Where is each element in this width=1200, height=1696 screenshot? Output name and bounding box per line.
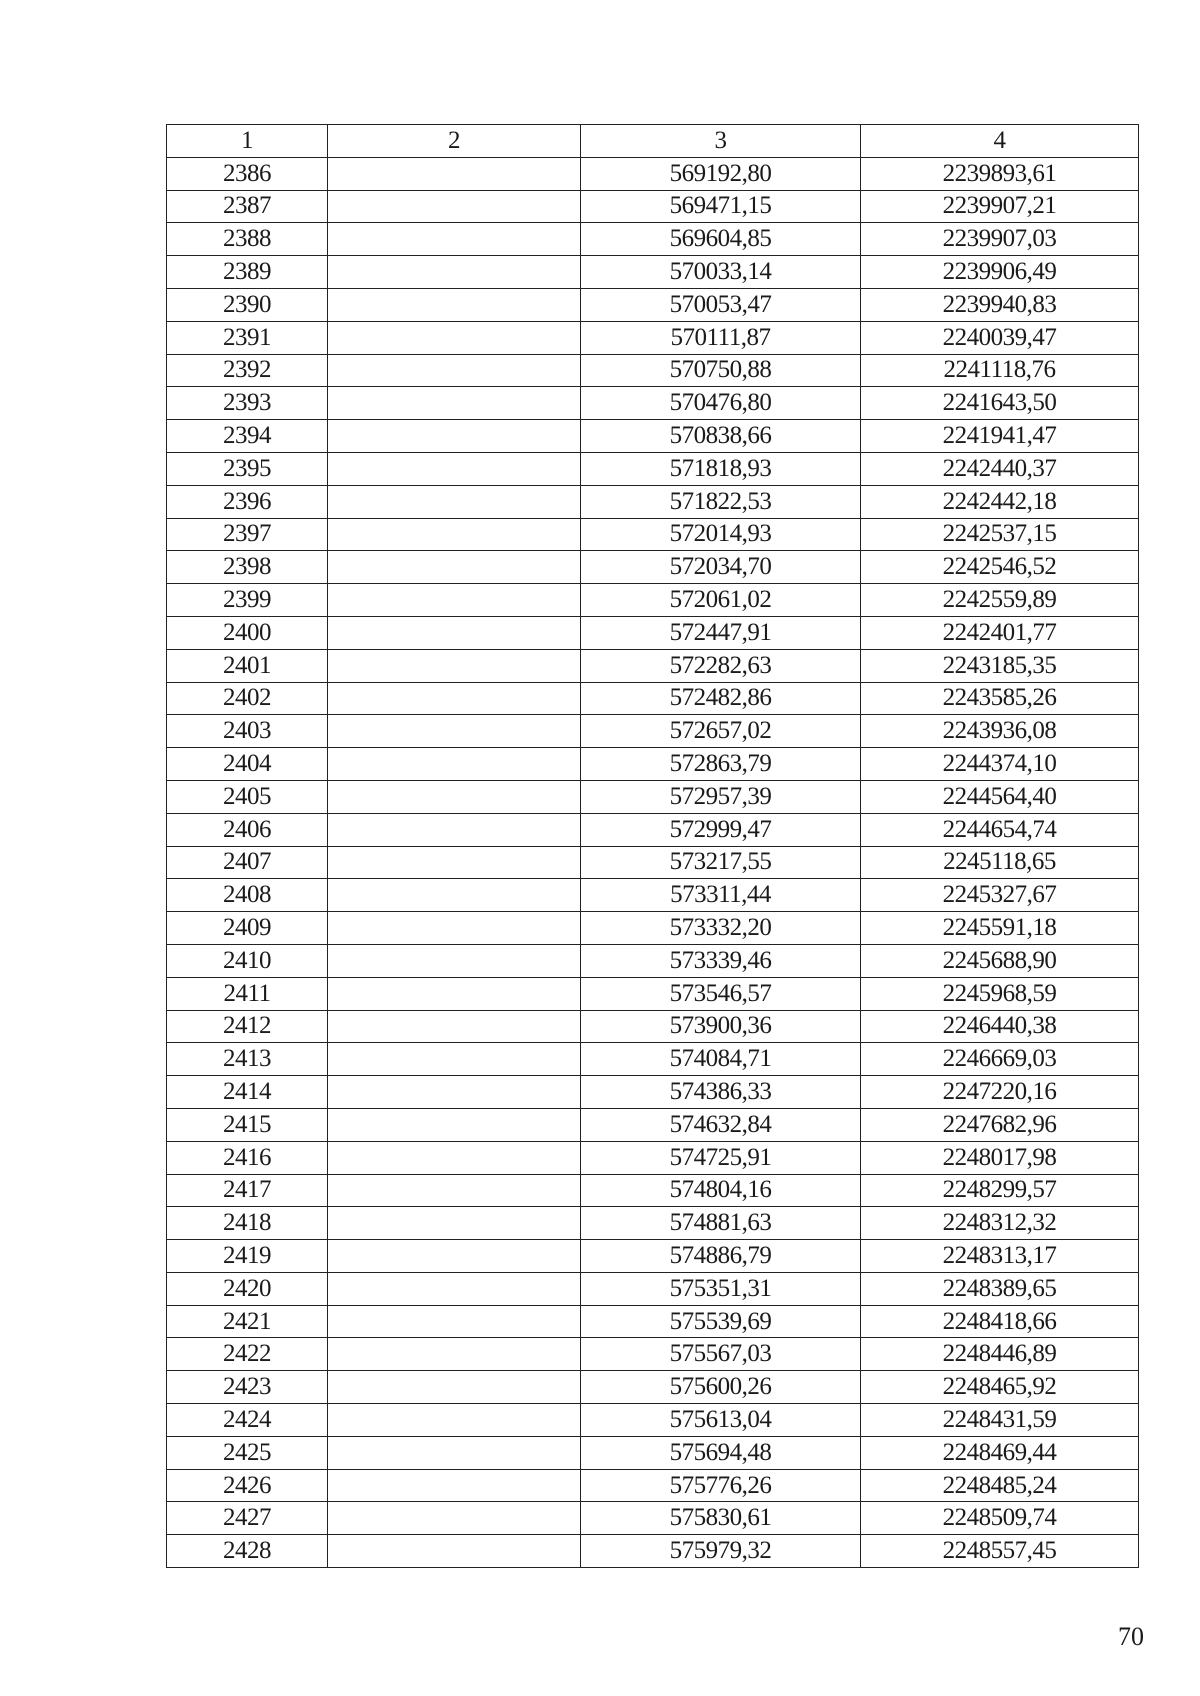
y-coordinate-cell: 2239906,49 (861, 256, 1139, 289)
point-number-cell: 2417 (167, 1174, 328, 1207)
page-number: 70 (1118, 1622, 1144, 1651)
point-number-cell: 2426 (167, 1469, 328, 1502)
x-coordinate-cell: 574632,84 (581, 1108, 861, 1141)
description-cell (328, 879, 581, 912)
y-coordinate-cell: 2248017,98 (861, 1141, 1139, 1174)
y-coordinate-cell: 2242546,52 (861, 551, 1139, 584)
table-row (167, 190, 1139, 223)
x-coordinate-cell: 570838,66 (581, 420, 861, 453)
description-cell (328, 190, 581, 223)
table-row (167, 682, 1139, 715)
table-body (167, 157, 1139, 1567)
x-coordinate-cell: 570750,88 (581, 354, 861, 387)
x-coordinate-cell: 575567,03 (581, 1338, 861, 1371)
table-row (167, 288, 1139, 321)
point-number-cell: 2406 (167, 813, 328, 846)
y-coordinate-cell: 2245688,90 (861, 944, 1139, 977)
y-coordinate-cell: 2248389,65 (861, 1272, 1139, 1305)
table-row (167, 157, 1139, 190)
x-coordinate-cell: 574725,91 (581, 1141, 861, 1174)
point-number-cell: 2418 (167, 1207, 328, 1240)
table-row (167, 1436, 1139, 1469)
description-cell (328, 387, 581, 420)
table-row (167, 1404, 1139, 1437)
description-cell (328, 748, 581, 781)
table-row (167, 813, 1139, 846)
table-header (167, 125, 1139, 158)
point-number-cell: 2413 (167, 1043, 328, 1076)
table-row (167, 748, 1139, 781)
table-row (167, 321, 1139, 354)
x-coordinate-cell: 573332,20 (581, 912, 861, 945)
x-coordinate-cell: 575776,26 (581, 1469, 861, 1502)
description-cell (328, 1043, 581, 1076)
point-number-cell: 2387 (167, 190, 328, 223)
point-number-cell: 2416 (167, 1141, 328, 1174)
x-coordinate-cell: 575694,48 (581, 1436, 861, 1469)
description-cell (328, 944, 581, 977)
x-coordinate-cell: 573546,57 (581, 977, 861, 1010)
description-cell (328, 1207, 581, 1240)
description-cell (328, 1076, 581, 1109)
point-number-cell: 2399 (167, 584, 328, 617)
point-number-cell: 2388 (167, 223, 328, 256)
point-number-cell: 2402 (167, 682, 328, 715)
point-number-cell: 2411 (167, 977, 328, 1010)
description-cell (328, 1108, 581, 1141)
point-number-cell: 2404 (167, 748, 328, 781)
description-cell (328, 485, 581, 518)
point-number-cell: 2409 (167, 912, 328, 945)
point-number-cell: 2427 (167, 1502, 328, 1535)
y-coordinate-cell: 2243585,26 (861, 682, 1139, 715)
y-coordinate-cell: 2248431,59 (861, 1404, 1139, 1437)
description-cell (328, 1240, 581, 1273)
table-row (167, 1338, 1139, 1371)
description-cell (328, 1535, 581, 1568)
y-coordinate-cell: 2243185,35 (861, 649, 1139, 682)
point-number-cell: 2421 (167, 1305, 328, 1338)
column-header-2: 2 (328, 125, 581, 158)
x-coordinate-cell: 574804,16 (581, 1174, 861, 1207)
x-coordinate-cell: 572657,02 (581, 715, 861, 748)
description-cell (328, 780, 581, 813)
y-coordinate-cell: 2244654,74 (861, 813, 1139, 846)
description-cell (328, 1272, 581, 1305)
y-coordinate-cell: 2248465,92 (861, 1371, 1139, 1404)
table-row (167, 452, 1139, 485)
x-coordinate-cell: 570111,87 (581, 321, 861, 354)
coordinates-table (166, 124, 1139, 1568)
y-coordinate-cell: 2245327,67 (861, 879, 1139, 912)
point-number-cell: 2396 (167, 485, 328, 518)
table-row (167, 944, 1139, 977)
x-coordinate-cell: 572061,02 (581, 584, 861, 617)
point-number-cell: 2391 (167, 321, 328, 354)
description-cell (328, 288, 581, 321)
y-coordinate-cell: 2243936,08 (861, 715, 1139, 748)
point-number-cell: 2390 (167, 288, 328, 321)
y-coordinate-cell: 2248299,57 (861, 1174, 1139, 1207)
x-coordinate-cell: 575830,61 (581, 1502, 861, 1535)
point-number-cell: 2408 (167, 879, 328, 912)
y-coordinate-cell: 2245968,59 (861, 977, 1139, 1010)
table-row (167, 1108, 1139, 1141)
x-coordinate-cell: 572999,47 (581, 813, 861, 846)
y-coordinate-cell: 2247682,96 (861, 1108, 1139, 1141)
point-number-cell: 2422 (167, 1338, 328, 1371)
y-coordinate-cell: 2248469,44 (861, 1436, 1139, 1469)
x-coordinate-cell: 574084,71 (581, 1043, 861, 1076)
point-number-cell: 2389 (167, 256, 328, 289)
x-coordinate-cell: 575600,26 (581, 1371, 861, 1404)
x-coordinate-cell: 574881,63 (581, 1207, 861, 1240)
y-coordinate-cell: 2248485,24 (861, 1469, 1139, 1502)
description-cell (328, 1371, 581, 1404)
x-coordinate-cell: 575613,04 (581, 1404, 861, 1437)
description-cell (328, 1436, 581, 1469)
y-coordinate-cell: 2248313,17 (861, 1240, 1139, 1273)
x-coordinate-cell: 572863,79 (581, 748, 861, 781)
table-row (167, 1502, 1139, 1535)
point-number-cell: 2386 (167, 157, 328, 190)
description-cell (328, 354, 581, 387)
y-coordinate-cell: 2239940,83 (861, 288, 1139, 321)
y-coordinate-cell: 2248509,74 (861, 1502, 1139, 1535)
x-coordinate-cell: 570053,47 (581, 288, 861, 321)
description-cell (328, 846, 581, 879)
point-number-cell: 2419 (167, 1240, 328, 1273)
x-coordinate-cell: 572282,63 (581, 649, 861, 682)
x-coordinate-cell: 575539,69 (581, 1305, 861, 1338)
point-number-cell: 2398 (167, 551, 328, 584)
table-row (167, 354, 1139, 387)
x-coordinate-cell: 573339,46 (581, 944, 861, 977)
x-coordinate-cell: 573311,44 (581, 879, 861, 912)
y-coordinate-cell: 2245118,65 (861, 846, 1139, 879)
y-coordinate-cell: 2239893,61 (861, 157, 1139, 190)
table-row (167, 1535, 1139, 1568)
y-coordinate-cell: 2245591,18 (861, 912, 1139, 945)
x-coordinate-cell: 572482,86 (581, 682, 861, 715)
table-row (167, 584, 1139, 617)
table-row (167, 256, 1139, 289)
description-cell (328, 977, 581, 1010)
point-number-cell: 2400 (167, 616, 328, 649)
x-coordinate-cell: 569471,15 (581, 190, 861, 223)
table-row (167, 1010, 1139, 1043)
description-cell (328, 715, 581, 748)
description-cell (328, 616, 581, 649)
table-row (167, 977, 1139, 1010)
table-row (167, 649, 1139, 682)
point-number-cell: 2405 (167, 780, 328, 813)
description-cell (328, 1469, 581, 1502)
description-cell (328, 1502, 581, 1535)
y-coordinate-cell: 2248312,32 (861, 1207, 1139, 1240)
y-coordinate-cell: 2246440,38 (861, 1010, 1139, 1043)
description-cell (328, 912, 581, 945)
y-coordinate-cell: 2248446,89 (861, 1338, 1139, 1371)
y-coordinate-cell: 2242401,77 (861, 616, 1139, 649)
y-coordinate-cell: 2248557,45 (861, 1535, 1139, 1568)
point-number-cell: 2403 (167, 715, 328, 748)
y-coordinate-cell: 2242440,37 (861, 452, 1139, 485)
y-coordinate-cell: 2239907,21 (861, 190, 1139, 223)
table-row (167, 1043, 1139, 1076)
table-row (167, 1207, 1139, 1240)
table-row (167, 518, 1139, 551)
y-coordinate-cell: 2241643,50 (861, 387, 1139, 420)
column-header-3: 3 (581, 125, 861, 158)
y-coordinate-cell: 2246669,03 (861, 1043, 1139, 1076)
table-row (167, 780, 1139, 813)
x-coordinate-cell: 574886,79 (581, 1240, 861, 1273)
y-coordinate-cell: 2241941,47 (861, 420, 1139, 453)
point-number-cell: 2423 (167, 1371, 328, 1404)
x-coordinate-cell: 573900,36 (581, 1010, 861, 1043)
description-cell (328, 813, 581, 846)
point-number-cell: 2407 (167, 846, 328, 879)
point-number-cell: 2401 (167, 649, 328, 682)
y-coordinate-cell: 2242442,18 (861, 485, 1139, 518)
point-number-cell: 2410 (167, 944, 328, 977)
point-number-cell: 2394 (167, 420, 328, 453)
table-row (167, 1141, 1139, 1174)
y-coordinate-cell: 2239907,03 (861, 223, 1139, 256)
point-number-cell: 2397 (167, 518, 328, 551)
description-cell (328, 321, 581, 354)
x-coordinate-cell: 573217,55 (581, 846, 861, 879)
table-row (167, 879, 1139, 912)
table-row (167, 912, 1139, 945)
point-number-cell: 2393 (167, 387, 328, 420)
x-coordinate-cell: 569604,85 (581, 223, 861, 256)
column-header-1: 1 (167, 125, 328, 158)
y-coordinate-cell: 2244564,40 (861, 780, 1139, 813)
point-number-cell: 2414 (167, 1076, 328, 1109)
point-number-cell: 2392 (167, 354, 328, 387)
description-cell (328, 420, 581, 453)
description-cell (328, 452, 581, 485)
y-coordinate-cell: 2242537,15 (861, 518, 1139, 551)
description-cell (328, 256, 581, 289)
x-coordinate-cell: 572447,91 (581, 616, 861, 649)
column-header-4: 4 (861, 125, 1139, 158)
table-row (167, 1371, 1139, 1404)
x-coordinate-cell: 574386,33 (581, 1076, 861, 1109)
x-coordinate-cell: 572014,93 (581, 518, 861, 551)
point-number-cell: 2415 (167, 1108, 328, 1141)
description-cell (328, 1141, 581, 1174)
point-number-cell: 2424 (167, 1404, 328, 1437)
description-cell (328, 551, 581, 584)
y-coordinate-cell: 2242559,89 (861, 584, 1139, 617)
table-row (167, 715, 1139, 748)
x-coordinate-cell: 572957,39 (581, 780, 861, 813)
point-number-cell: 2428 (167, 1535, 328, 1568)
description-cell (328, 157, 581, 190)
description-cell (328, 223, 581, 256)
x-coordinate-cell: 571818,93 (581, 452, 861, 485)
table-row (167, 223, 1139, 256)
description-cell (328, 1404, 581, 1437)
x-coordinate-cell: 570476,80 (581, 387, 861, 420)
point-number-cell: 2425 (167, 1436, 328, 1469)
y-coordinate-cell: 2244374,10 (861, 748, 1139, 781)
header-row (167, 125, 1139, 158)
table-row (167, 846, 1139, 879)
y-coordinate-cell: 2247220,16 (861, 1076, 1139, 1109)
description-cell (328, 1174, 581, 1207)
y-coordinate-cell: 2248418,66 (861, 1305, 1139, 1338)
description-cell (328, 1338, 581, 1371)
table-row (167, 485, 1139, 518)
table-row (167, 1174, 1139, 1207)
table-row (167, 1240, 1139, 1273)
description-cell (328, 1305, 581, 1338)
point-number-cell: 2412 (167, 1010, 328, 1043)
table-row (167, 387, 1139, 420)
x-coordinate-cell: 572034,70 (581, 551, 861, 584)
table-row (167, 616, 1139, 649)
x-coordinate-cell: 569192,80 (581, 157, 861, 190)
y-coordinate-cell: 2241118,76 (861, 354, 1139, 387)
table-row (167, 1469, 1139, 1502)
description-cell (328, 649, 581, 682)
table-row (167, 551, 1139, 584)
table-row (167, 1076, 1139, 1109)
description-cell (328, 584, 581, 617)
table-row (167, 420, 1139, 453)
table-row (167, 1305, 1139, 1338)
table-row (167, 1272, 1139, 1305)
y-coordinate-cell: 2240039,47 (861, 321, 1139, 354)
description-cell (328, 518, 581, 551)
x-coordinate-cell: 575979,32 (581, 1535, 861, 1568)
point-number-cell: 2395 (167, 452, 328, 485)
point-number-cell: 2420 (167, 1272, 328, 1305)
x-coordinate-cell: 570033,14 (581, 256, 861, 289)
x-coordinate-cell: 575351,31 (581, 1272, 861, 1305)
x-coordinate-cell: 571822,53 (581, 485, 861, 518)
description-cell (328, 682, 581, 715)
description-cell (328, 1010, 581, 1043)
